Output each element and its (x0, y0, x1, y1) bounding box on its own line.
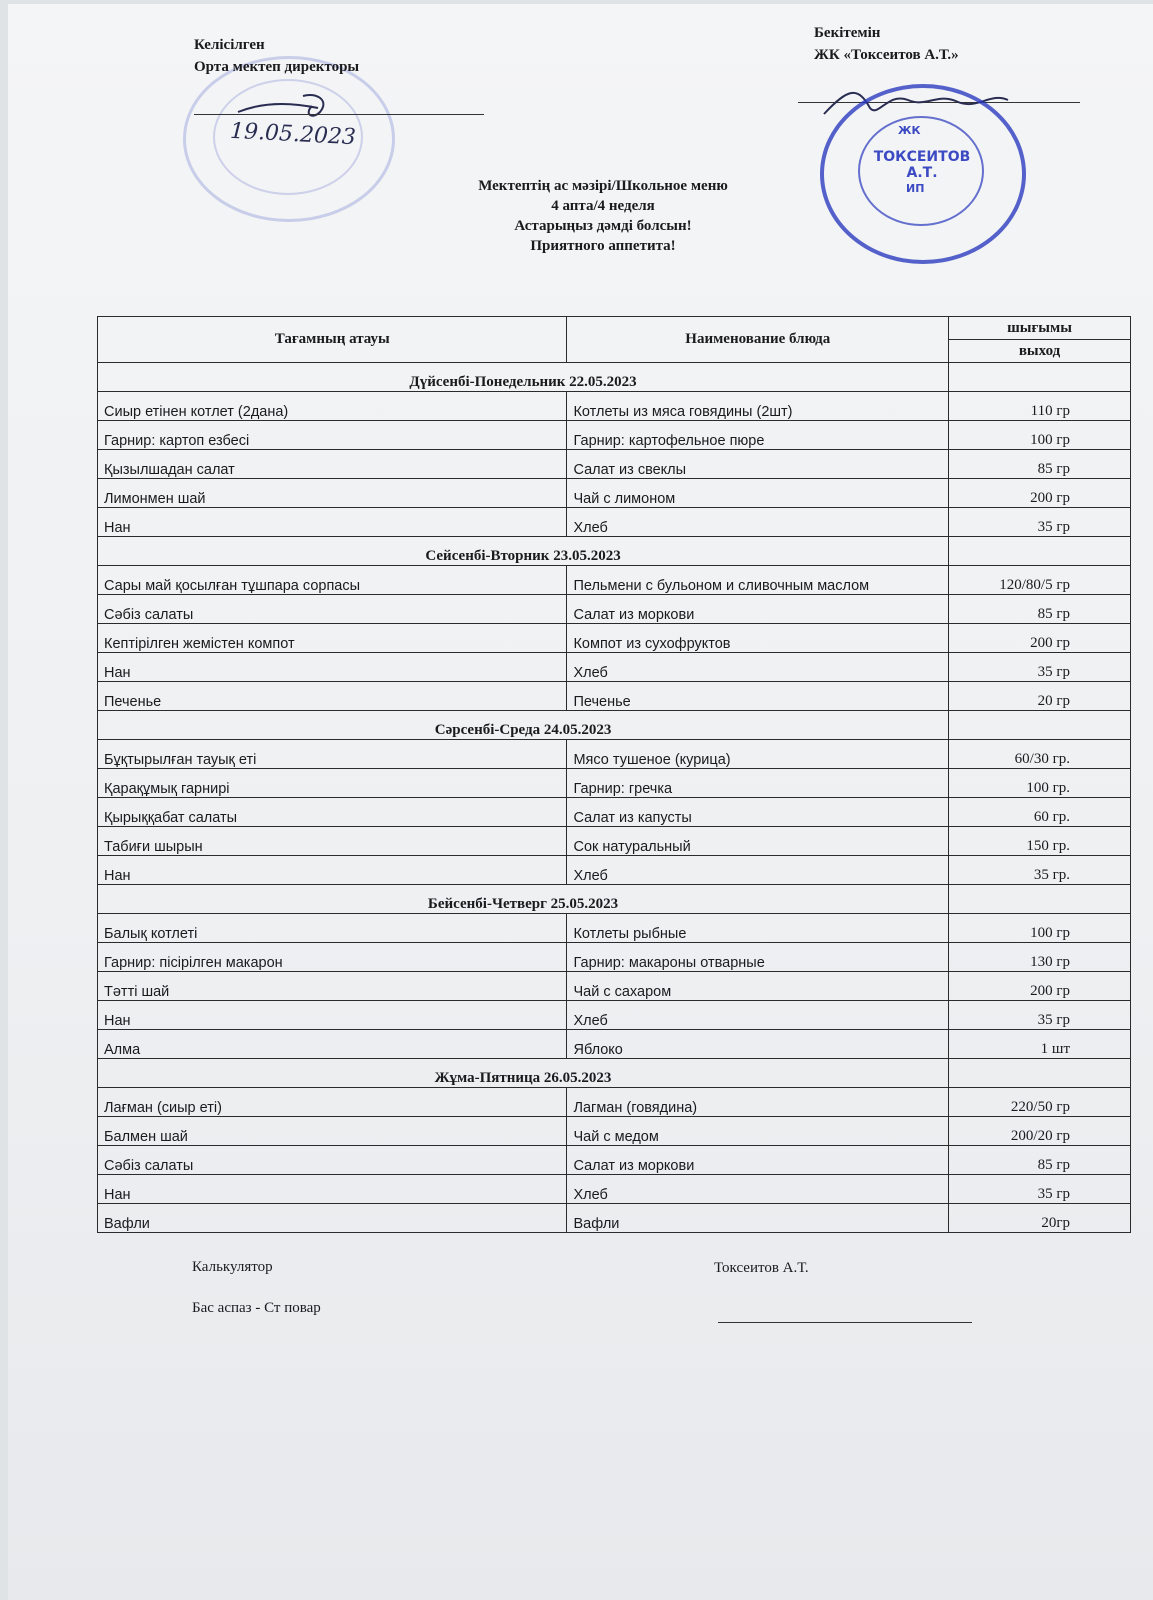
dish-output: 35 гр. (949, 856, 1131, 885)
menu-row (98, 479, 1131, 508)
menu-row (98, 682, 1131, 711)
menu-row (98, 856, 1131, 885)
menu-row (98, 624, 1131, 653)
signature-date: 19.05.2023 (229, 118, 357, 151)
day-empty-cell (949, 711, 1131, 740)
day-title: Сәрсенбі-Среда 24.05.2023 (98, 711, 949, 740)
dish-output: 100 гр. (949, 769, 1131, 798)
day-empty-cell (949, 363, 1131, 392)
menu-row (98, 595, 1131, 624)
dish-output: 100 гр (949, 421, 1131, 450)
dish-output: 200 гр (949, 972, 1131, 1001)
menu-row (98, 914, 1131, 943)
dish-name-ru: Гарнир: картофельное пюре (567, 421, 949, 450)
footer-owner-name: Токсеитов А.Т. (714, 1260, 809, 1276)
dish-output: 110 гр (949, 392, 1131, 421)
dish-output: 1 шт (949, 1030, 1131, 1059)
menu-title (438, 176, 768, 256)
dish-name-ru: Хлеб (567, 653, 949, 682)
dish-name-kz: Нан (98, 653, 567, 682)
dish-name-kz: Кептірілген жемістен компот (98, 624, 567, 653)
dish-name-ru: Сок натуральный (567, 827, 949, 856)
dish-name-ru: Гарнир: макароны отварные (567, 943, 949, 972)
footer-sign-line (718, 1322, 972, 1323)
dish-name-ru: Хлеб (567, 1175, 949, 1204)
dish-output: 35 гр (949, 653, 1131, 682)
menu-sheet (8, 4, 1153, 1600)
day-empty-cell (949, 885, 1131, 914)
dish-name-ru: Салат из моркови (567, 595, 949, 624)
menu-row (98, 1088, 1131, 1117)
dish-output: 130 гр (949, 943, 1131, 972)
title-line4: Приятного аппетита! (530, 238, 676, 254)
approval-right (814, 22, 959, 66)
menu-row (98, 827, 1131, 856)
dish-output: 35 гр (949, 1175, 1131, 1204)
dish-name-kz: Лағман (сиыр еті) (98, 1088, 567, 1117)
day-empty-cell (949, 1059, 1131, 1088)
dish-name-ru: Салат из моркови (567, 1146, 949, 1175)
menu-row (98, 1030, 1131, 1059)
col-header-kz: Тағамның атауы (98, 317, 567, 363)
day-header-row (98, 537, 1131, 566)
menu-row (98, 1204, 1131, 1233)
dish-name-kz: Қырыққабат салаты (98, 798, 567, 827)
dish-name-kz: Балық котлеті (98, 914, 567, 943)
menu-row (98, 450, 1131, 479)
dish-name-kz: Гарнир: картоп езбесі (98, 421, 567, 450)
dish-name-ru: Чай с лимоном (567, 479, 949, 508)
menu-row (98, 769, 1131, 798)
dish-name-kz: Балмен шай (98, 1117, 567, 1146)
menu-row (98, 508, 1131, 537)
menu-table (97, 316, 1131, 1233)
dish-output: 85 гр (949, 595, 1131, 624)
menu-row (98, 972, 1131, 1001)
menu-row (98, 566, 1131, 595)
dish-name-kz: Бұқтырылған тауық еті (98, 740, 567, 769)
dish-name-ru: Чай с сахаром (567, 972, 949, 1001)
stamp-name: ТОКСЕИТОВ А.Т. (873, 149, 971, 181)
approval-left-line2: Орта мектеп директоры (194, 59, 360, 75)
footer-chef: Бас аспаз - Ст повар (192, 1300, 321, 1316)
dish-name-ru: Мясо тушеное (курица) (567, 740, 949, 769)
menu-table-body (98, 363, 1131, 1233)
dish-name-ru: Котлеты рыбные (567, 914, 949, 943)
dish-name-kz: Нан (98, 1001, 567, 1030)
menu-row (98, 798, 1131, 827)
dish-name-kz: Гарнир: пісірілген макарон (98, 943, 567, 972)
dish-name-kz: Қызылшадан салат (98, 450, 567, 479)
dish-output: 200/20 гр (949, 1117, 1131, 1146)
dish-name-ru: Чай с медом (567, 1117, 949, 1146)
dish-output: 20 гр (949, 682, 1131, 711)
dish-output: 35 гр (949, 1001, 1131, 1030)
dish-name-ru: Котлеты из мяса говядины (2шт) (567, 392, 949, 421)
dish-output: 85 гр (949, 1146, 1131, 1175)
menu-row (98, 740, 1131, 769)
dish-name-kz: Тәтті шай (98, 972, 567, 1001)
dish-name-kz: Сиыр етінен котлет (2дана) (98, 392, 567, 421)
day-title: Дүйсенбі-Понедельник 22.05.2023 (98, 363, 949, 392)
menu-row (98, 943, 1131, 972)
dish-name-ru: Лагман (говядина) (567, 1088, 949, 1117)
dish-name-ru: Салат из свеклы (567, 450, 949, 479)
day-empty-cell (949, 537, 1131, 566)
menu-row (98, 1146, 1131, 1175)
approval-left (194, 34, 359, 78)
dish-name-ru: Хлеб (567, 856, 949, 885)
dish-name-kz: Лимонмен шай (98, 479, 567, 508)
dish-name-ru: Салат из капусты (567, 798, 949, 827)
dish-name-ru: Яблоко (567, 1030, 949, 1059)
dish-output: 120/80/5 гр (949, 566, 1131, 595)
stamp-abbr-top: ЖК (898, 124, 921, 137)
title-line3: Астарыңыз дәмді болсын! (514, 218, 692, 234)
menu-row (98, 392, 1131, 421)
col-header-out-ru: выход (949, 340, 1131, 363)
dish-name-kz: Сәбіз салаты (98, 595, 567, 624)
dish-name-kz: Нан (98, 856, 567, 885)
dish-name-kz: Сәбіз салаты (98, 1146, 567, 1175)
dish-name-ru: Печенье (567, 682, 949, 711)
day-header-row (98, 885, 1131, 914)
dish-name-kz: Сары май қосылған тұшпара сорпасы (98, 566, 567, 595)
dish-output: 200 гр (949, 479, 1131, 508)
dish-output: 100 гр (949, 914, 1131, 943)
day-title: Жұма-Пятница 26.05.2023 (98, 1059, 949, 1088)
dish-name-kz: Қарақұмық гарнирі (98, 769, 567, 798)
dish-output: 60/30 гр. (949, 740, 1131, 769)
stamp-abbr-bottom: ИП (906, 182, 925, 195)
dish-name-kz: Алма (98, 1030, 567, 1059)
dish-output: 150 гр. (949, 827, 1131, 856)
dish-output: 60 гр. (949, 798, 1131, 827)
director-sign-line (194, 114, 484, 115)
title-line1: Мектептің ас мәзірі/Школьное меню (478, 178, 728, 194)
menu-row (98, 1117, 1131, 1146)
approval-left-line1: Келісілген (194, 37, 265, 53)
menu-row (98, 1001, 1131, 1030)
dish-name-kz: Печенье (98, 682, 567, 711)
dish-output: 200 гр (949, 624, 1131, 653)
dish-name-kz: Нан (98, 508, 567, 537)
menu-row (98, 653, 1131, 682)
day-header-row (98, 363, 1131, 392)
col-header-ru: Наименование блюда (567, 317, 949, 363)
dish-name-ru: Пельмени с бульоном и сливочным маслом (567, 566, 949, 595)
dish-name-kz: Табиғи шырын (98, 827, 567, 856)
title-line2: 4 апта/4 неделя (551, 198, 655, 214)
day-header-row (98, 1059, 1131, 1088)
approval-right-line1: Бекітемін (814, 25, 881, 41)
col-header-out-kz: шығымы (949, 317, 1131, 340)
footer-calculator: Калькулятор (192, 1259, 273, 1275)
dish-output: 35 гр (949, 508, 1131, 537)
dish-name-ru: Вафли (567, 1204, 949, 1233)
day-title: Бейсенбі-Четверг 25.05.2023 (98, 885, 949, 914)
dish-output: 85 гр (949, 450, 1131, 479)
menu-row (98, 421, 1131, 450)
dish-name-ru: Гарнир: гречка (567, 769, 949, 798)
menu-row (98, 1175, 1131, 1204)
dish-output: 20гр (949, 1204, 1131, 1233)
dish-name-kz: Нан (98, 1175, 567, 1204)
day-header-row (98, 711, 1131, 740)
approval-right-line2: ЖК «Токсеитов А.Т.» (814, 47, 959, 63)
dish-name-ru: Хлеб (567, 508, 949, 537)
dish-name-kz: Вафли (98, 1204, 567, 1233)
dish-output: 220/50 гр (949, 1088, 1131, 1117)
dish-name-ru: Хлеб (567, 1001, 949, 1030)
day-title: Сейсенбі-Вторник 23.05.2023 (98, 537, 949, 566)
dish-name-ru: Компот из сухофруктов (567, 624, 949, 653)
